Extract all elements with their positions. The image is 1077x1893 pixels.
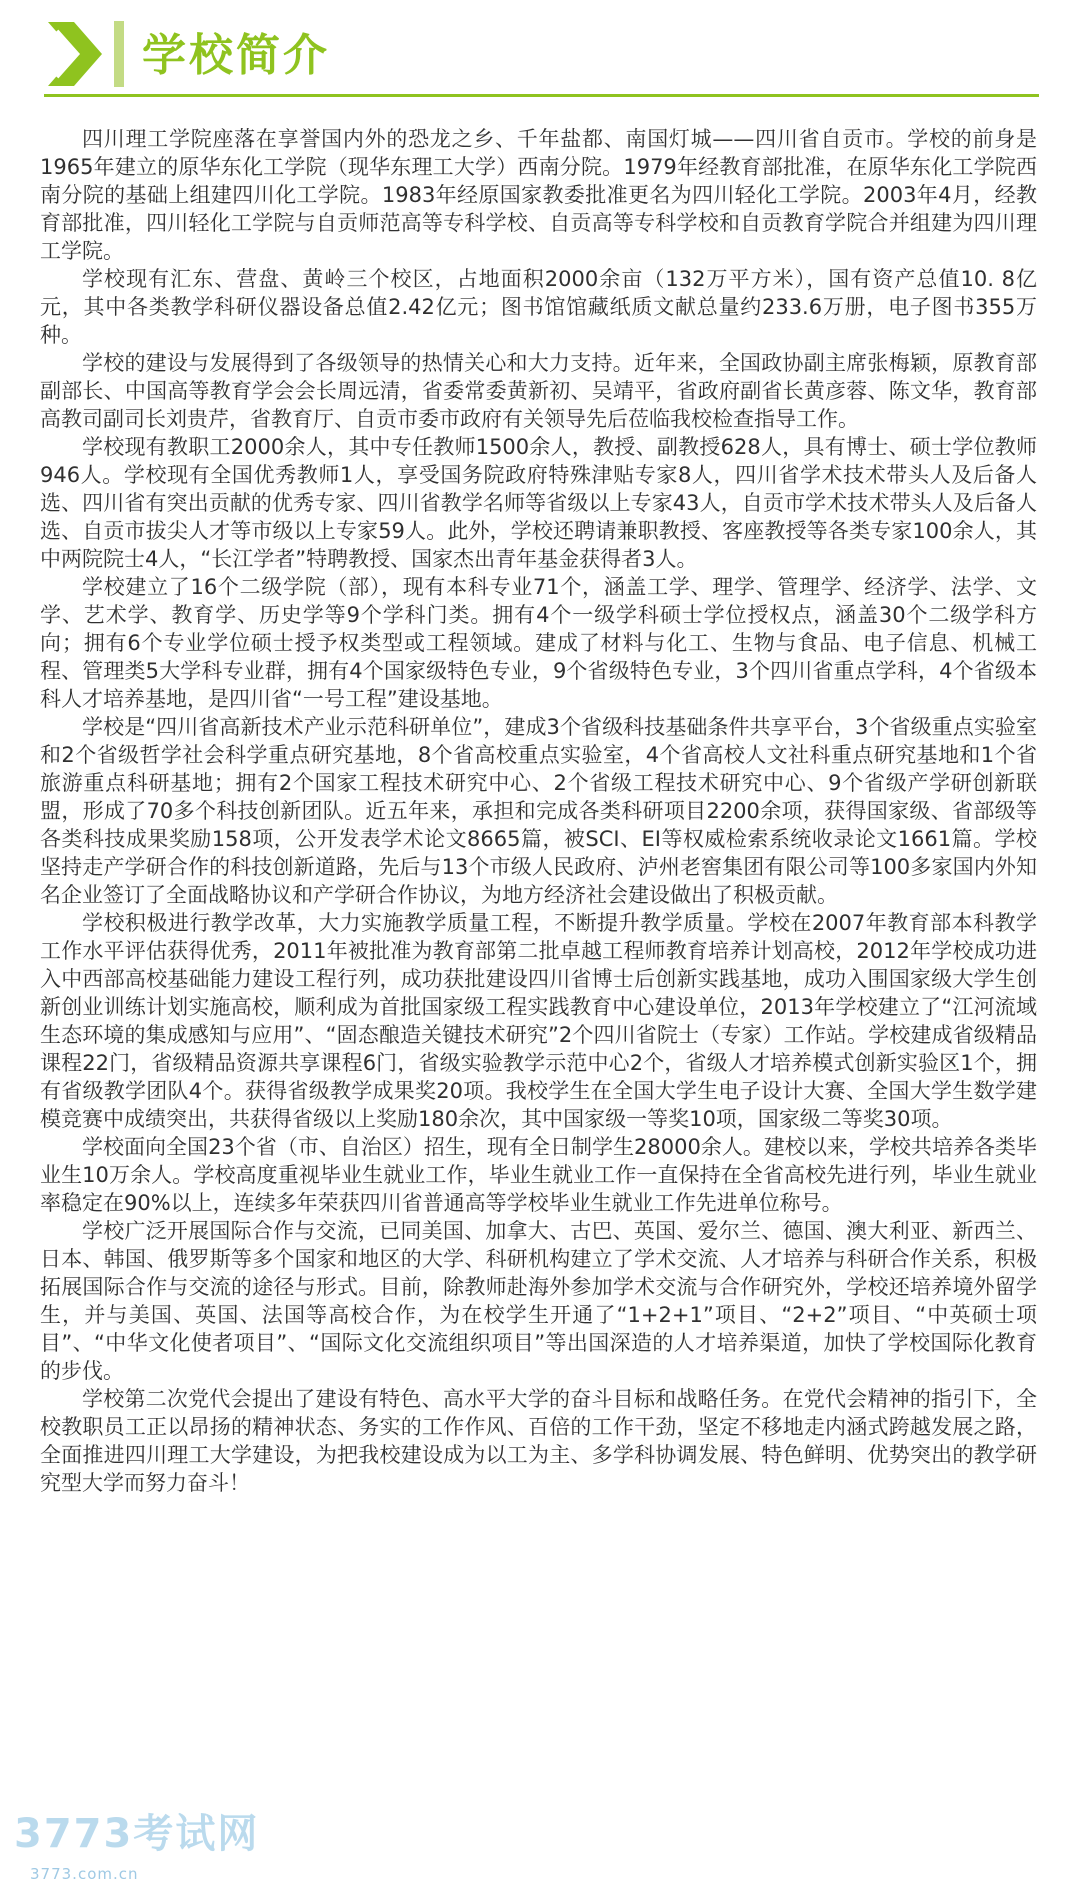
page-header xyxy=(0,0,1077,92)
paragraph: 学校积极进行教学改革，大力实施教学质量工程，不断提升教学质量。学校在2007年教育部本科教学工作水平评估获得优秀，2011年被批准为教育部第二批卓越工程师教育培养计划高校，2012年学校成功进入中西部高校基础能力建设工程行列，成功获批建设四川省博士后创新实践基地，成功入围国家级大学生创新创业训练计划实施高校，顺利成为首批国家级工程实践教育中心建设单位，2013年学校建立了“江河流域生态环境的集成感知与应用”、“固态酿造关键技术研究”2个四川省院士（专家）工作站。学校建成省级精品课程22门，省级精品资源共享课程6门，省级实验教学示范中心2个，省级人才培养模式创新实验区1个，拥有省级教学团队4个。获得省级教学成果奖20项。我校学生在全国大学生电子设计大赛、全国大学生数学建模竞赛中成绩突出，共获得省级以上奖励180余次，其中国家级一等奖10项，国家级二等奖30项。 xyxy=(40,911,1037,1131)
paragraph: 学校广泛开展国际合作与交流，已同美国、加拿大、古巴、英国、爱尔兰、德国、澳大利亚、新西兰、日本、韩国、俄罗斯等多个国家和地区的大学、科研机构建立了学术交流、人才培养与科研合作关系，积极拓展国际合作与交流的途径与形式。目前，除教师赴海外参加学术交流与合作研究外，学校还培养境外留学生，并与美国、英国、法国等高校合作，为在校学生开通了“1+2+1”项目、“2+2”项目、“中英硕士项目”、“中华文化使者项目”、“国际文化交流组织项目”等出国深造的人才培养渠道，加快了学校国际化教育的步伐。 xyxy=(40,1219,1037,1383)
intro-text xyxy=(0,97,1077,1497)
watermark-logo: 3773考试网 xyxy=(14,1811,260,1857)
paragraph: 学校现有教职工2000余人，其中专任教师1500余人，教授、副教授628人，具有博士、硕士学位教师946人。学校现有全国优秀教师1人，享受国务院政府特殊津贴专家8人，四川省学术技术带头人及后备人选、四川省有突出贡献的优秀专家、四川省教学名师等省级以上专家43人，自贡市学术技术带头人及后备人选、自贡市拔尖人才等市级以上专家59人。此外，学校还聘请兼职教授、客座教授等各类专家100余人，其中两院院士4人，“长江学者”特聘教授、国家杰出青年基金获得者3人。 xyxy=(40,435,1037,571)
paragraph: 学校第二次党代会提出了建设有特色、高水平大学的奋斗目标和战略任务。在党代会精神的指引下，全校教职员工正以昂扬的精神状态、务实的工作作风、百倍的工作干劲，坚定不移地走内涵式跨越发展之路，全面推进四川理工大学建设，为把我校建设成为以工为主、多学科协调发展、特色鲜明、优势突出的教学研究型大学而努力奋斗！ xyxy=(40,1387,1037,1495)
paragraph: 学校建立了16个二级学院（部），现有本科专业71个，涵盖工学、理学、管理学、经济学、法学、文学、艺术学、教育学、历史学等9个学科门类。拥有4个一级学科硕士学位授权点，涵盖30个二级学科方向；拥有6个专业学位硕士授予权类型或工程领域。建成了材料与化工、生物与食品、电子信息、机械工程、管理类5大学科专业群，拥有4个国家级特色专业，9个省级特色专业，3个四川省重点学科，4个省级本科人才培养基地，是四川省“一号工程”建设基地。 xyxy=(40,575,1037,711)
paragraph: 四川理工学院座落在享誉国内外的恐龙之乡、千年盐都、南国灯城——四川省自贡市。学校的前身是1965年建立的原华东化工学院（现华东理工大学）西南分院。1979年经教育部批准，在原华东化工学院西南分院的基础上组建四川化工学院。1983年经原国家教委批准更名为四川轻化工学院。2003年4月，经教育部批准，四川轻化工学院与自贡师范高等专科学校、自贡高等专科学校和自贡教育学院合并组建为四川理工学院。 xyxy=(40,127,1037,263)
title-accent-bar xyxy=(114,21,124,87)
paragraph: 学校面向全国23个省（市、自治区）招生，现有全日制学生28000余人。建校以来，学校共培养各类毕业生10万余人。学校高度重视毕业生就业工作，毕业生就业工作一直保持在全省高校先进行列，毕业生就业率稳定在90%以上，连续多年荣获四川省普通高等学校毕业生就业工作先进单位称号。 xyxy=(40,1135,1037,1215)
paragraph: 学校是“四川省高新技术产业示范科研单位”，建成3个省级科技基础条件共享平台，3个省级重点实验室和2个省级哲学社会科学重点研究基地，8个省高校重点实验室，4个省高校人文社科重点研究基地和1个省旅游重点科研基地；拥有2个国家工程技术研究中心、2个省级工程技术研究中心、9个省级产学研创新联盟，形成了70多个科技创新团队。近五年来，承担和完成各类科研项目2200余项，获得国家级、省部级等各类科技成果奖励158项，公开发表学术论文8665篇，被SCI、EI等权威检索系统收录论文1661篇。学校坚持走产学研合作的科技创新道路，先后与13个市级人民政府、泸州老窖集团有限公司等100多家国内外知名企业签订了全面战略协议和产学研合作协议，为地方经济社会建设做出了积极贡献。 xyxy=(40,715,1037,907)
watermark-url: 3773.com.cn xyxy=(30,1865,139,1883)
page-title: 学校简介 xyxy=(142,30,330,81)
paragraph: 学校的建设与发展得到了各级领导的热情关心和大力支持。近年来，全国政协副主席张梅颖，原教育部副部长、中国高等教育学会会长周远清，省委常委黄新初、吴靖平，省政府副省长黄彦蓉、陈文华，教育部高教司副司长刘贵芹，省教育厅、自贡市委市政府有关领导先后莅临我校检查指导工作。 xyxy=(40,351,1037,431)
paragraph: 学校现有汇东、营盘、黄岭三个校区，占地面积2000余亩（132万平方米），国有资产总值10. 8亿元，其中各类教学科研仪器设备总值2.42亿元；图书馆馆藏纸质文献总量约233.6万册，电子图书355万种。 xyxy=(40,267,1037,347)
chevron-right-icon xyxy=(44,22,106,86)
